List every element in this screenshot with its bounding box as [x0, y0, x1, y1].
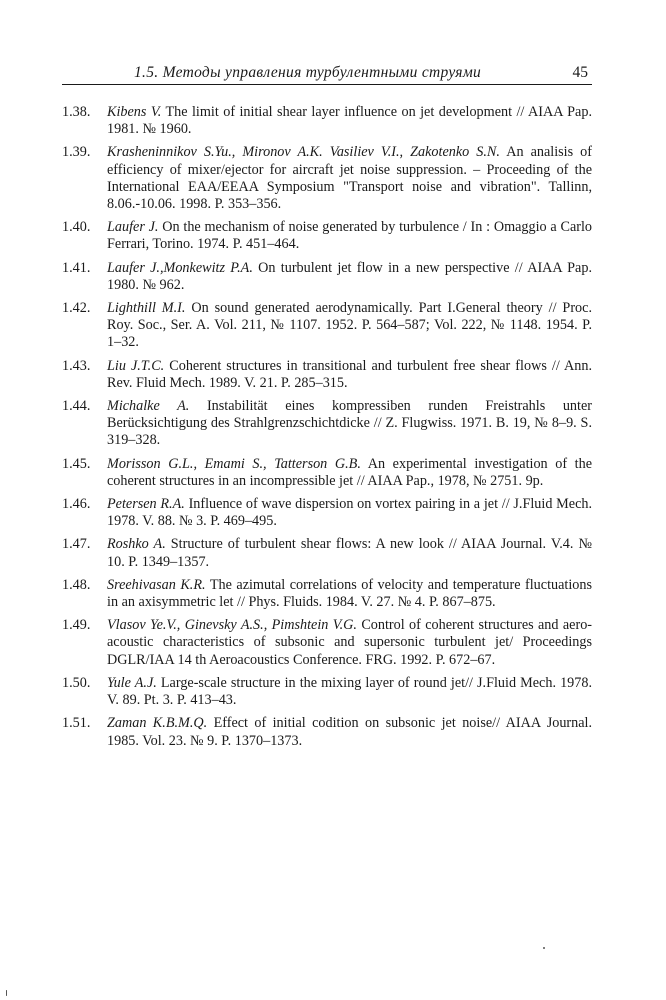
scan-speck — [6, 990, 7, 996]
reference-item — [62, 715, 592, 749]
reference-authors: Yule A.J. — [107, 674, 157, 691]
reference-authors: Kibens V. — [107, 104, 162, 120]
reference-number: 1.44. — [62, 398, 91, 415]
reference-number: 1.41. — [62, 259, 91, 276]
reference-item — [62, 300, 592, 352]
reference-number: 1.50. — [62, 674, 91, 691]
reference-authors: Liu J.T.C. — [107, 357, 165, 374]
reference-number: 1.48. — [62, 576, 91, 593]
reference-authors: Laufer J. — [107, 219, 159, 236]
reference-text: The limit of initial shear layer influence on jet development // AIAA Pap. 1981. № 1960. — [107, 104, 592, 138]
reference-authors: Vlasov Ye.V., Ginevsky A.S., Pimshtein V.G. — [107, 617, 357, 634]
reference-text: Instabilität eines kompressiben runden Freistrahls unter Berücksichtigung des Strahlgrenzschichtdicke // Z. Flugwiss. 1971. B. 19, № 8–9. S. 319–328. — [107, 398, 592, 449]
reference-authors: Laufer J.,Monkewitz P.A. — [107, 259, 253, 276]
running-title: 1.5. Методы управления турбулентными струями — [134, 64, 482, 81]
reference-item — [62, 144, 592, 213]
reference-text: An experimental investigation of the coherent structures in an incompressible jet // AIAA Pap., 1978, № 2751. 9p. — [107, 455, 592, 489]
reference-text: An analisis of efficiency of mixer/ejector for aircraft jet noise suppression. – Proceeding of the International EAA/EEAA Symposium "Transport noise and vibration". Tallinn, 8.06.-10.06. 1998. P. 353–356. — [107, 144, 593, 213]
reference-number: 1.43. — [62, 357, 91, 374]
reference-text: Structure of turbulent shear flows: A new look // AIAA Journal. V.4. № 10. P. 1349–1357. — [107, 536, 592, 570]
reference-authors: Krasheninnikov S.Yu., Mironov A.K. Vasiliev V.I., Zakotenko S.N. — [107, 144, 500, 161]
reference-authors: Sreehivasan K.R. — [107, 576, 206, 593]
reference-text: Coherent structures in transitional and turbulent free shear flows // Ann. Rev. Fluid Mech. 1989. V. 21. P. 285–315. — [107, 357, 592, 391]
reference-item — [62, 260, 592, 294]
page-number: 45 — [572, 64, 588, 81]
reference-text: The azimutal correlations of velocity and temperature fluctuations in an axisymmetric let // Phys. Fluids. 1984. V. 27. № 4. P. 867–875. — [107, 576, 593, 611]
reference-number: 1.47. — [62, 536, 91, 553]
reference-item — [62, 617, 592, 669]
reference-authors: Lighthill M.I. — [107, 300, 186, 317]
reference-text: On turbulent jet flow in a new perspective // AIAA Pap. 1980. № 962. — [107, 259, 592, 293]
reference-number: 1.49. — [62, 617, 91, 634]
reference-authors: Roshko A. — [107, 536, 166, 553]
reference-number: 1.42. — [62, 300, 91, 317]
reference-number: 1.39. — [62, 144, 91, 161]
reference-text: Effect of initial codition on subsonic jet noise// AIAA Journal. 1985. Vol. 23. № 9. P. 1370–1373. — [107, 715, 593, 749]
reference-text: On the mechanism of noise generated by turbulence / In : Omaggio a Carlo Ferrari, Torino. 1974. P. 451–464. — [107, 219, 593, 253]
reference-number: 1.38. — [62, 104, 91, 120]
reference-item — [62, 577, 592, 611]
reference-number: 1.45. — [62, 455, 91, 472]
reference-text: Control of coherent structures and aero-acoustic characteristics of subsonic and supersonic turbulent jet/ Proceedings DGLR/IAA 14 th Aeroacoustics Conference. FRG. 1992. P. 672–67. — [107, 617, 593, 668]
reference-text: Large-scale structure in the mixing layer of round jet// J.Fluid Mech. 1978. V. 89. Pt. 3. P. 413–43. — [107, 674, 592, 709]
reference-text: On sound generated aerodynamically. Part I.General theory // Proc. Roy. Soc., Ser. A. Vol. 211, № 1107. 1952. P. 564–587; Vol. 222, № 1148. 1954. P. 1–32. — [107, 300, 592, 351]
reference-authors: Petersen R.A. — [107, 496, 185, 513]
reference-authors: Zaman K.B.M.Q. — [107, 715, 208, 732]
reference-item — [62, 675, 592, 709]
reference-item — [62, 358, 592, 392]
reference-item — [62, 104, 592, 138]
reference-authors: Michalke A. — [107, 398, 190, 415]
reference-number: 1.40. — [62, 219, 91, 236]
scan-speck — [543, 947, 545, 949]
reference-item — [62, 456, 592, 490]
reference-item — [62, 496, 592, 530]
reference-list — [62, 104, 592, 756]
reference-authors: Morisson G.L., Emami S., Tatterson G.B. — [107, 455, 361, 472]
reference-item — [62, 398, 592, 450]
reference-number: 1.51. — [62, 715, 91, 732]
reference-item — [62, 536, 592, 570]
reference-text: Influence of wave dispersion on vortex pairing in a jet // J.Fluid Mech. 1978. V. 88. № 3. P. 469–495. — [107, 496, 593, 530]
running-head — [62, 62, 592, 85]
reference-item — [62, 219, 592, 253]
reference-number: 1.46. — [62, 496, 91, 513]
